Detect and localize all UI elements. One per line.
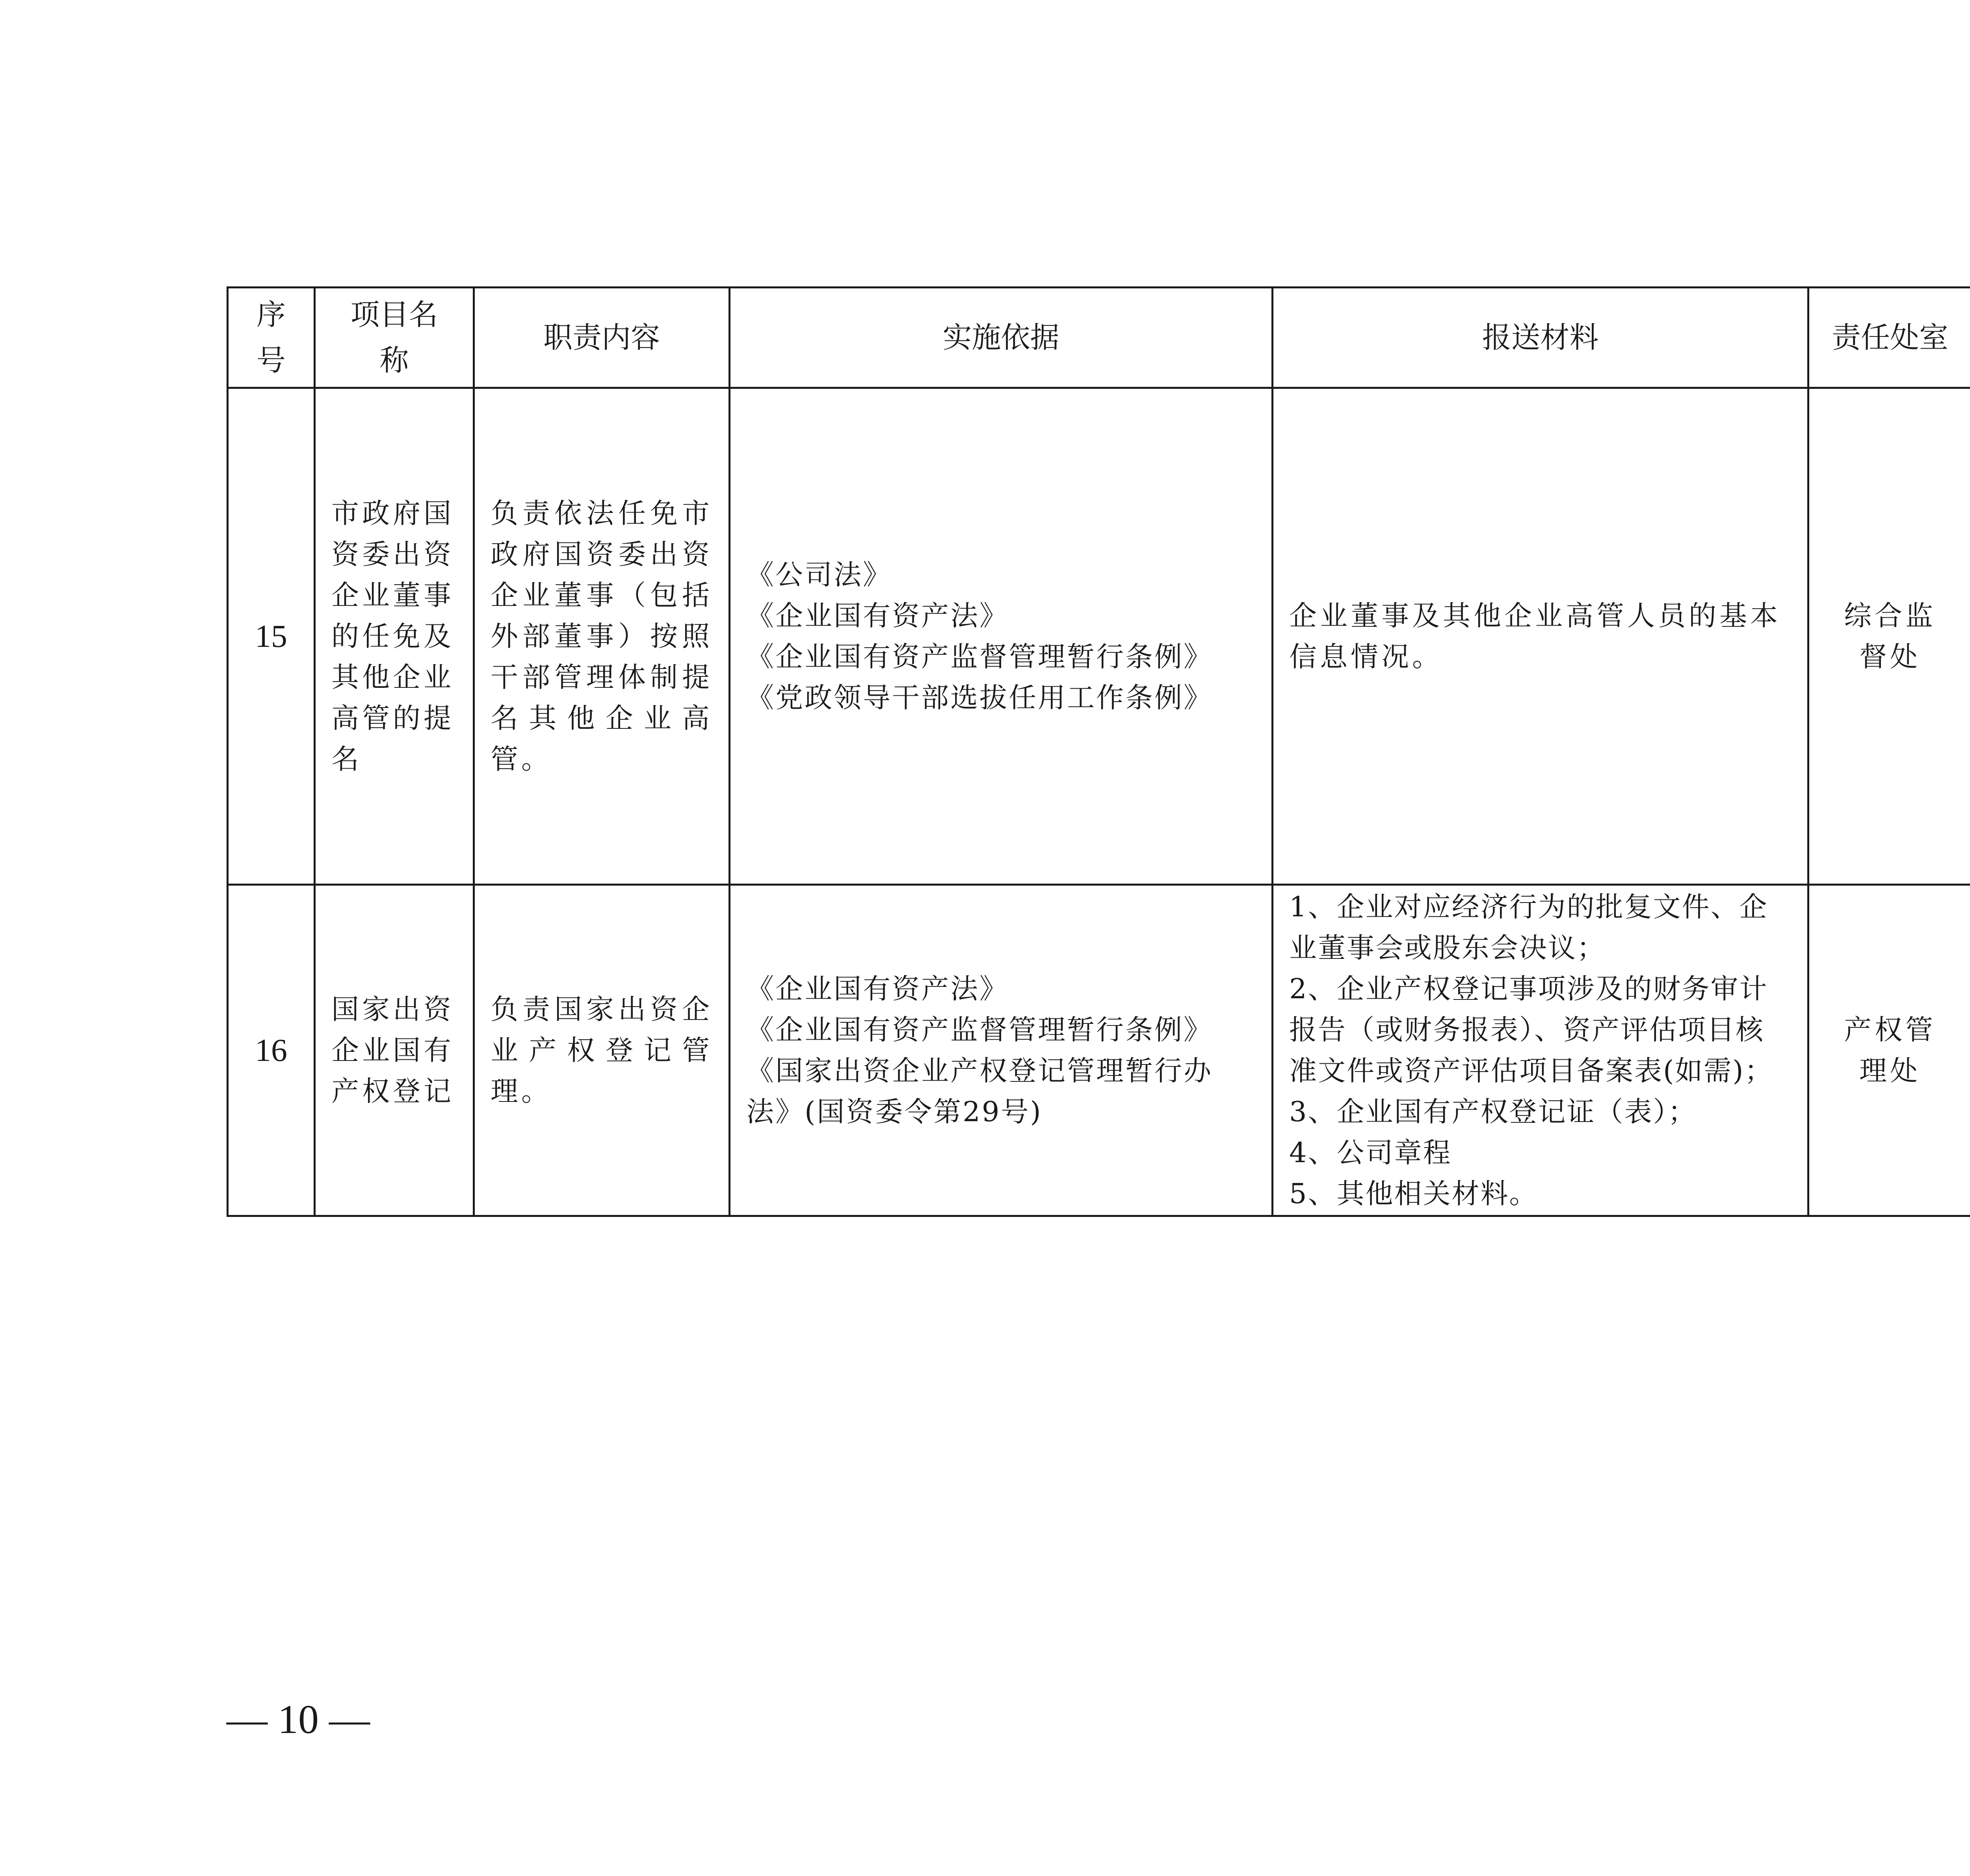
- row-office: 综合监 督处: [1808, 388, 1970, 885]
- row-seq: 16: [228, 885, 315, 1216]
- responsibility-table: [227, 286, 1970, 1217]
- header-duty: 职责内容: [474, 288, 730, 388]
- header-name: 项目名 称: [315, 288, 474, 388]
- page-number: — 10 —: [227, 1697, 370, 1742]
- header-seq: 序 号: [228, 288, 315, 388]
- row-name: 国家出资 企业国有 产权登记: [315, 885, 474, 1216]
- row-office: 产权管 理处: [1808, 885, 1970, 1216]
- row-duty: 负责国家出资企业产权登记管理。: [474, 885, 730, 1216]
- header-row: [228, 288, 1970, 388]
- row-seq: 15: [228, 388, 315, 885]
- row-materials: 1、企业对应经济行为的批复文件、企 业董事会或股东会决议； 2、企业产权登记事项涉及的财务审计 报告（或财务报表）、资产评估项目核 准文件或资产评估项目备案表(如需)； 3、企业国有产权登记证（表）； 4、公司章程 5、其他相关材料。: [1273, 885, 1808, 1216]
- row-materials: 企业董事及其他企业高管人员的基本 信息情况。: [1273, 388, 1808, 885]
- row-name: 市政府国 资委出资 企业董事 的任免及 其他企业 高管的提 名: [315, 388, 474, 885]
- header-office: 责任处室: [1808, 288, 1970, 388]
- header-materials: 报送材料: [1273, 288, 1808, 388]
- table-row: [228, 885, 1970, 1216]
- row-basis: 《公司法》 《企业国有资产法》 《企业国有资产监督管理暂行条例》 《党政领导干部选拔任用工作条例》: [730, 388, 1273, 885]
- table-row: [228, 388, 1970, 885]
- row-basis: 《企业国有资产法》 《企业国有资产监督管理暂行条例》 《国家出资企业产权登记管理暂行办 法》(国资委令第29号): [730, 885, 1273, 1216]
- header-basis: 实施依据: [730, 288, 1273, 388]
- row-duty: 负责依法任免市政府国资委出资企业董事（包括外部董事）按照干部管理体制提名其他企业高管。: [474, 388, 730, 885]
